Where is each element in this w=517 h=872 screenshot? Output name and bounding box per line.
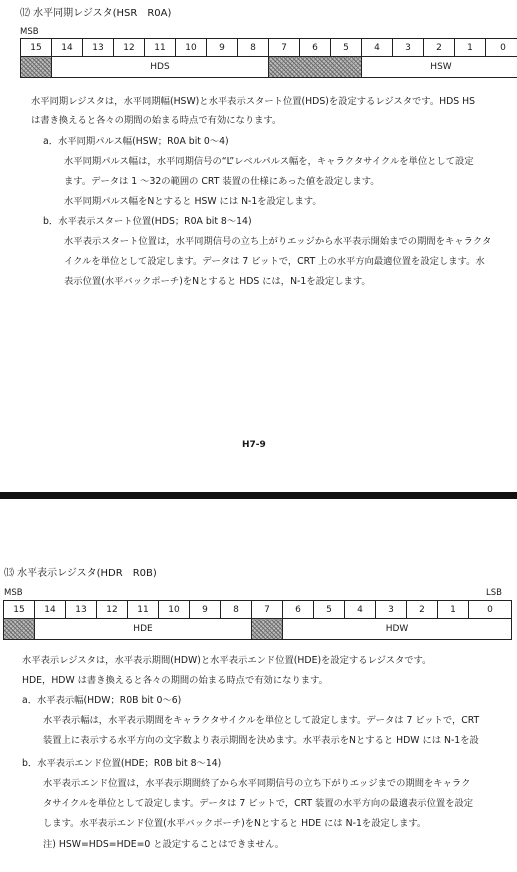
hdr-register-table bbox=[3, 600, 512, 640]
paragraph-line: します。水平表示エンド位置(水平バックポーチ)をNとすると HDE には N-1を設定します。 bbox=[43, 818, 427, 829]
bit-cell: 14 bbox=[35, 601, 66, 619]
section-12-title: ⑿ 水平同期レジスタ(HSR R0A) bbox=[20, 8, 172, 19]
bit-cell: 3 bbox=[376, 601, 407, 619]
section-12-msb-label: MSB bbox=[20, 27, 39, 37]
hds-field: HDS bbox=[52, 57, 269, 78]
paragraph-line: 水平同期パルス幅は，水平同期信号の“L”レベルパルス幅を，キャラクタサイクルを単位として設定 bbox=[64, 156, 474, 167]
bit-cell: 9 bbox=[190, 601, 221, 619]
paragraph-line: 水平同期パルス幅をNとすると HSW には N-1を設定します。 bbox=[64, 196, 322, 207]
section-13-lsb-label: LSB bbox=[486, 588, 502, 598]
bit-cell: 5 bbox=[314, 601, 345, 619]
section-13-title: ⒀ 水平表示レジスタ(HDR R0B) bbox=[4, 568, 157, 579]
bit-cell: 7 bbox=[252, 601, 283, 619]
paragraph-line: イクルを単位として設定します。データは 7 ビットで，CRT 上の水平方向最適位置を設定します。水 bbox=[64, 256, 485, 267]
hdw-field: HDW bbox=[283, 619, 512, 640]
paragraph-line: ます。データは 1 ～32の範囲の CRT 装置の仕様にあった値を設定します。 bbox=[64, 176, 380, 187]
page-number: H7-9 bbox=[242, 440, 266, 450]
reserved-bit-cell bbox=[4, 619, 35, 640]
paragraph-line: 装置上に表示する水平方向の文字数より表示期間を決めます。水平表示をNとすると HDW には N-1を設 bbox=[43, 735, 479, 746]
paragraph-line: は書き換えると各々の期間の始まる時点で有効になります。 bbox=[31, 115, 282, 126]
bit-cell: 0 bbox=[469, 601, 512, 619]
bit-cell: 12 bbox=[97, 601, 128, 619]
bit-cell: 5 bbox=[331, 39, 362, 57]
bit-cell: 9 bbox=[207, 39, 238, 57]
note-line: 注) HSW=HDS=HDE=0 と設定することはできません。 bbox=[43, 839, 284, 850]
bit-cell: 14 bbox=[52, 39, 83, 57]
paragraph-line: 水平表示スタート位置は，水平同期信号の立ち上がりエッジから水平表示開始までの期間をキャラクタ bbox=[64, 236, 492, 247]
subheading-hds: b．水平表示スタート位置(HDS；R0A bit 8～14) bbox=[43, 216, 252, 227]
bit-cell: 6 bbox=[283, 601, 314, 619]
bit-cell: 15 bbox=[4, 601, 35, 619]
page-divider bbox=[0, 492, 517, 499]
bit-cell: 11 bbox=[145, 39, 176, 57]
bit-cell: 7 bbox=[269, 39, 300, 57]
bit-cell: 15 bbox=[21, 39, 52, 57]
hde-field: HDE bbox=[35, 619, 252, 640]
bit-cell: 0 bbox=[486, 39, 517, 57]
bit-cell: 8 bbox=[238, 39, 269, 57]
subheading-hdw: a．水平表示幅(HDW；R0B bit 0～6) bbox=[22, 695, 182, 706]
paragraph-line: 表示位置(水平バックポーチ)をNとすると HDS には，N-1を設定します。 bbox=[64, 276, 371, 287]
bit-cell: 1 bbox=[455, 39, 486, 57]
paragraph-line: タサイクルを単位として設定します。データは 7 ビットで，CRT 装置の水平方向の最適表示位置を設定 bbox=[43, 798, 474, 809]
bit-cell: 8 bbox=[221, 601, 252, 619]
hsw-field: HSW bbox=[362, 57, 517, 78]
bit-cell: 6 bbox=[300, 39, 331, 57]
bit-cell: 2 bbox=[407, 601, 438, 619]
bit-cell: 2 bbox=[424, 39, 455, 57]
bit-cell: 4 bbox=[362, 39, 393, 57]
paragraph-line: 水平表示幅は，水平表示期間をキャラクタサイクルを単位として設定します。データは 7 ビットで，CRT bbox=[43, 715, 480, 726]
bit-cell: 1 bbox=[438, 601, 469, 619]
subheading-hde: b．水平表示エンド位置(HDE；R0B bit 8～14) bbox=[22, 758, 222, 769]
bit-cell: 13 bbox=[66, 601, 97, 619]
hsr-register-table bbox=[20, 38, 517, 78]
bit-cell: 11 bbox=[128, 601, 159, 619]
paragraph-line: 水平表示エンド位置は，水平表示期間終了から水平同期信号の立ち下がりエッジまでの期間をキャラク bbox=[43, 778, 471, 789]
bit-cell: 13 bbox=[83, 39, 114, 57]
bit-cell: 10 bbox=[176, 39, 207, 57]
section-13-msb-label: MSB bbox=[4, 588, 23, 598]
paragraph-line: 水平表示レジスタは，水平表示期間(HDW)と水平表示エンド位置(HDE)を設定するレジスタです。 bbox=[22, 655, 432, 666]
bit-cell: 3 bbox=[393, 39, 424, 57]
reserved-bit-cell bbox=[21, 57, 52, 78]
paragraph-line: HDE，HDW は書き換えると各々の期間の始まる時点で有効になります。 bbox=[22, 675, 328, 686]
reserved-bit-cell bbox=[252, 619, 283, 640]
bit-cell: 10 bbox=[159, 601, 190, 619]
reserved-bits-cell bbox=[269, 57, 362, 78]
bit-cell: 4 bbox=[345, 601, 376, 619]
paragraph-line: 水平同期レジスタは，水平同期幅(HSW)と水平表示スタート位置(HDS)を設定するレジスタです。HDS HS bbox=[31, 96, 476, 107]
bit-cell: 12 bbox=[114, 39, 145, 57]
subheading-hsw: a．水平同期パルス幅(HSW；R0A bit 0～4) bbox=[43, 136, 229, 147]
